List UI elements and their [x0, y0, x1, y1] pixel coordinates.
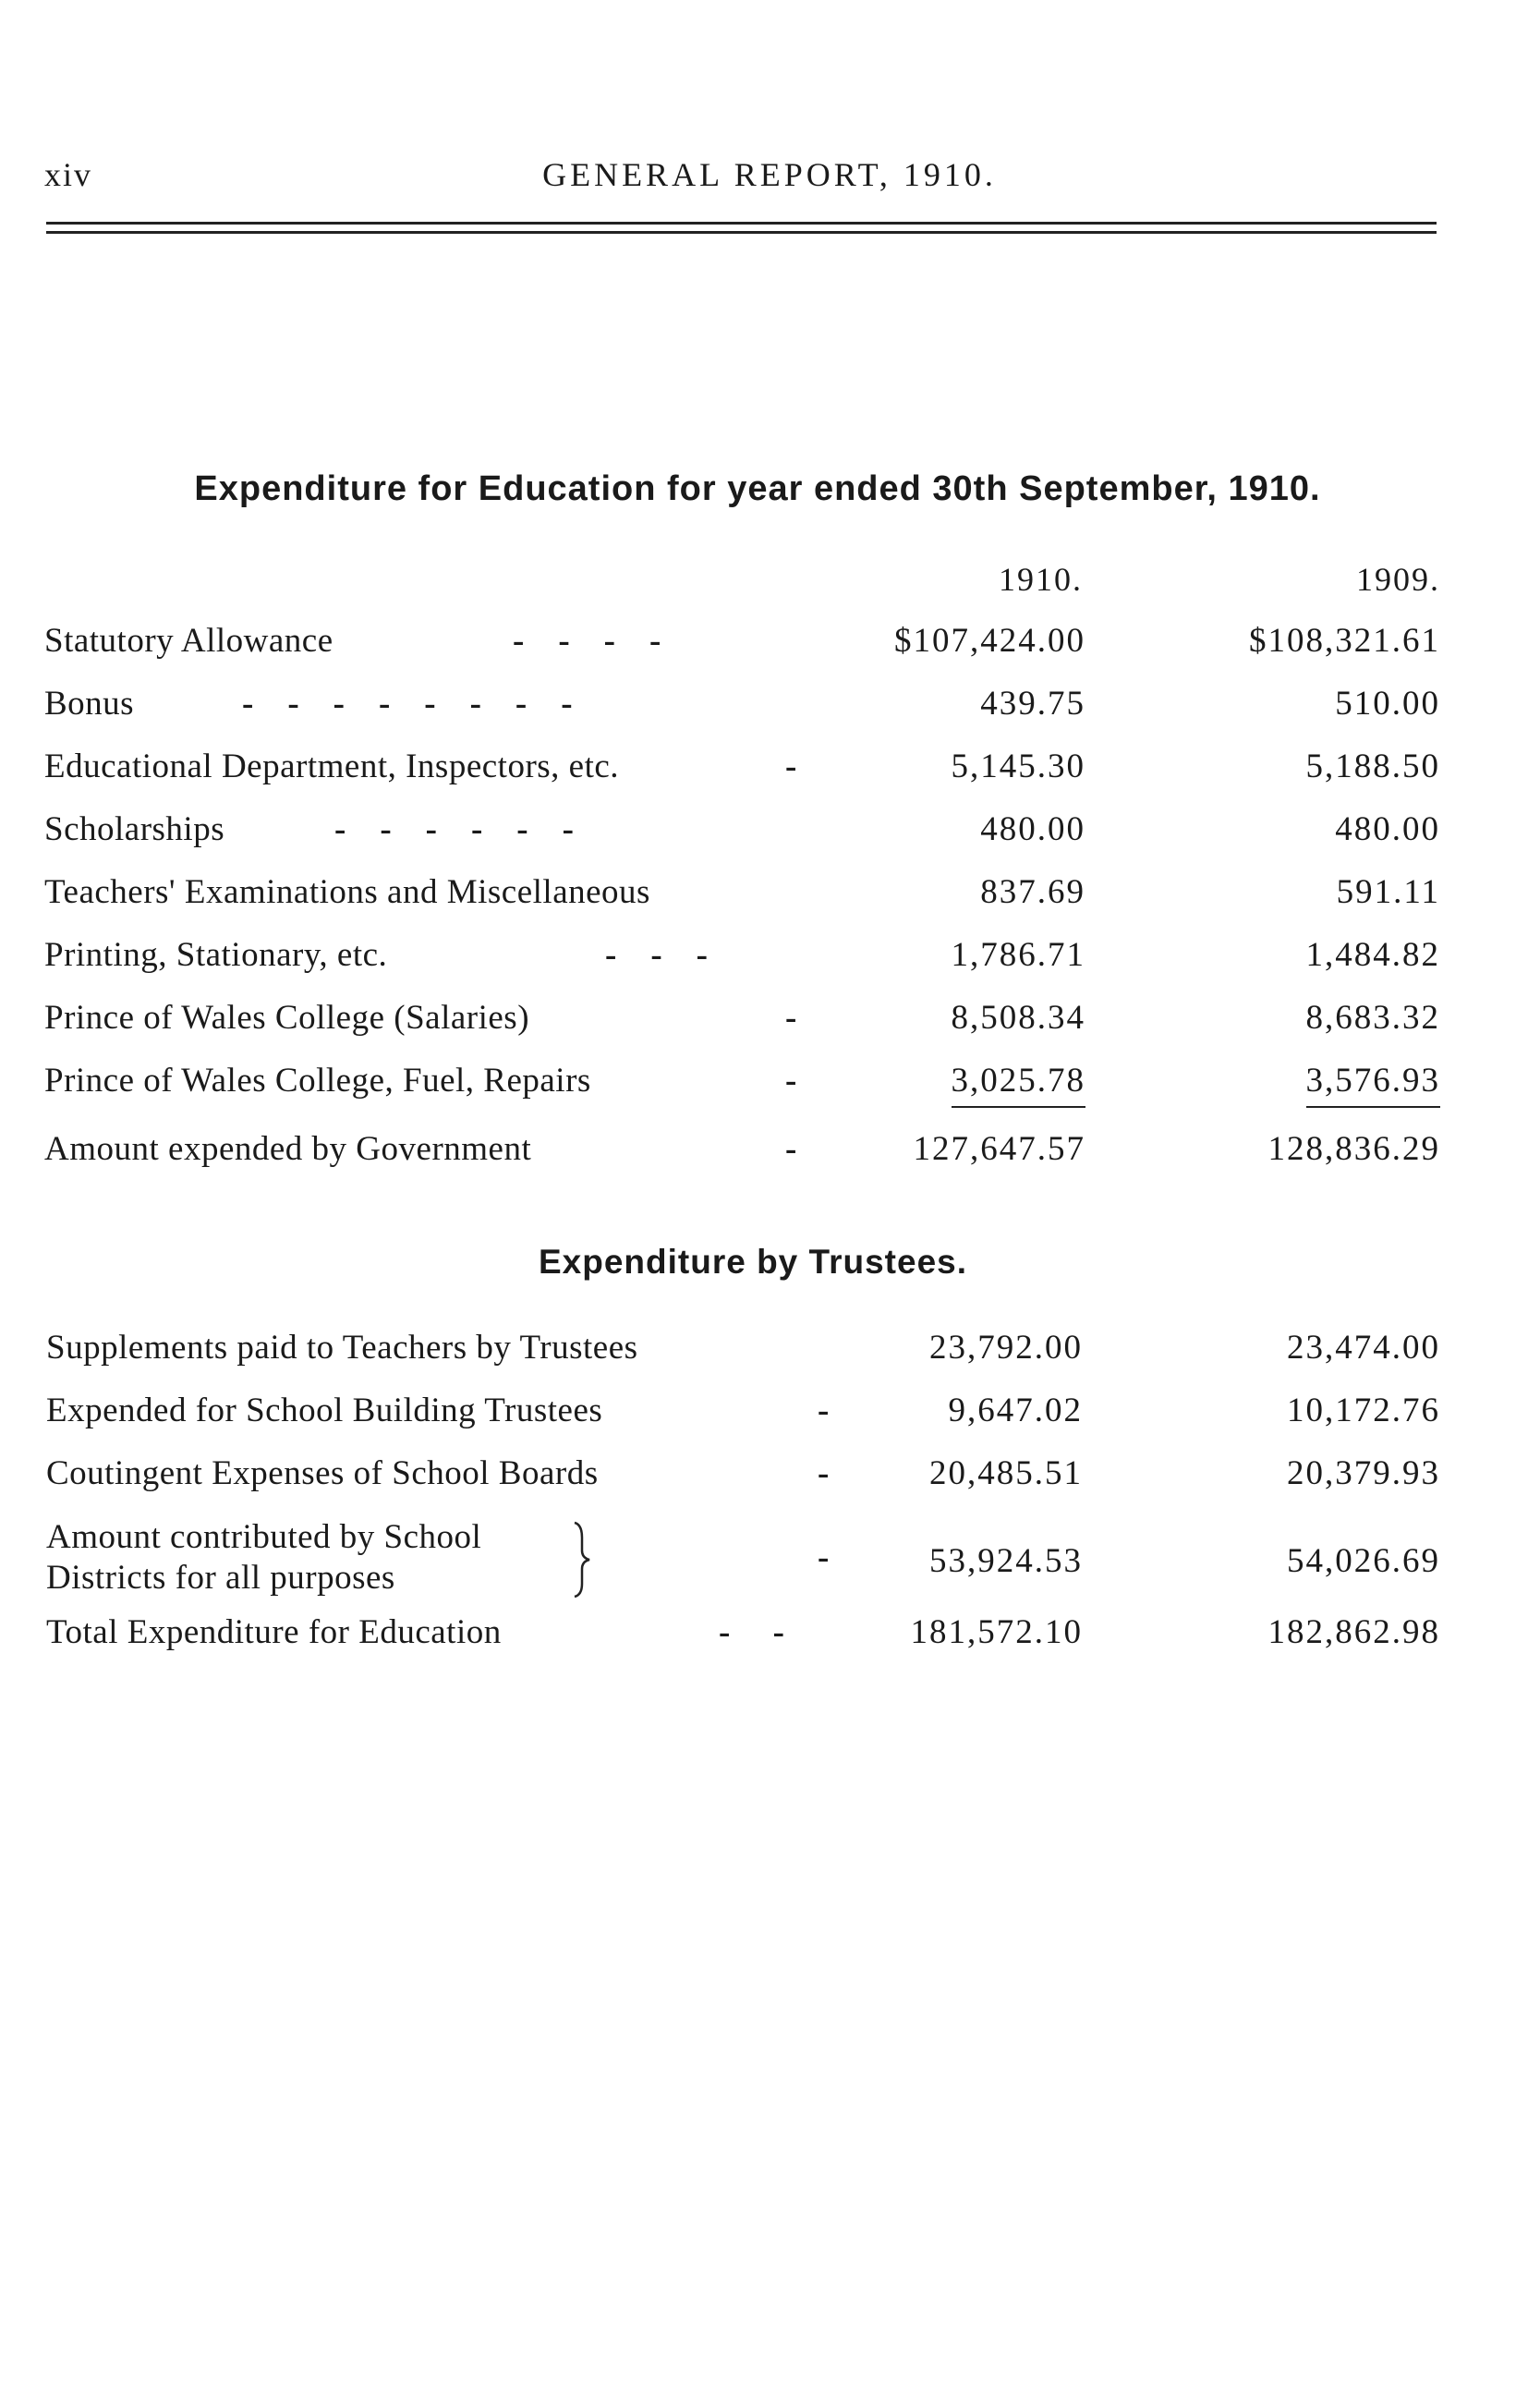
row-label: Supplements paid to Teachers by Trustees: [46, 1329, 638, 1367]
value-1909: 480.00: [1335, 810, 1440, 848]
row-leader: -: [785, 1130, 797, 1168]
value-1909: 1,484.82: [1305, 936, 1440, 974]
value-1910: 5,145.30: [951, 748, 1085, 785]
brace-icon: [569, 1517, 597, 1600]
row-leader: -: [785, 748, 797, 785]
table-row: [0, 809, 1540, 865]
value-1910: 837.69: [980, 873, 1085, 911]
row-leader: -: [785, 1062, 797, 1100]
row-label: Total Expenditure for Education: [46, 1613, 502, 1651]
table-row: [0, 1328, 1540, 1383]
value-1910: 3,025.78: [952, 1061, 1086, 1108]
row-label: Expended for School Building Trustees: [46, 1392, 603, 1429]
value-1909: 20,379.93: [1287, 1454, 1440, 1492]
value-1910: 23,792.00: [929, 1329, 1083, 1367]
table-row: [0, 747, 1540, 802]
table-row: [0, 872, 1540, 928]
table-title: Expenditure for Education for year ended 30th September, 1910.: [194, 469, 1321, 508]
row-leader: - - - -: [513, 622, 661, 660]
value-1910: 439.75: [980, 685, 1085, 723]
row-label-line-2: Districts for all purposes: [46, 1559, 395, 1597]
header-rule-bottom: [46, 231, 1437, 234]
row-leader: - - -: [605, 936, 708, 974]
value-1909: 5,188.50: [1305, 748, 1440, 785]
value-1910: 53,924.53: [929, 1542, 1083, 1580]
value-1910: 20,485.51: [929, 1454, 1083, 1492]
column-heading-1910: 1910.: [999, 561, 1083, 598]
running-title: GENERAL REPORT, 1910.: [542, 156, 997, 193]
value-1909: 128,836.29: [1267, 1130, 1440, 1168]
table-row: [0, 935, 1540, 991]
value-1909: 591.11: [1336, 873, 1440, 911]
row-label-line-1: Amount contributed by School: [46, 1518, 482, 1556]
total-row: [0, 1612, 1540, 1668]
row-label: Printing, Stationary, etc.: [44, 936, 388, 974]
row-label: Scholarships: [44, 810, 225, 848]
value-1910: 9,647.02: [948, 1392, 1083, 1429]
row-leader: - -: [719, 1613, 784, 1651]
row-label: Educational Department, Inspectors, etc.: [44, 748, 620, 785]
row-label: Bonus: [44, 685, 135, 723]
value-1909: 182,862.98: [1267, 1613, 1440, 1651]
table-row: [0, 684, 1540, 739]
value-1910: 1,786.71: [951, 936, 1085, 974]
row-leader: -: [818, 1392, 830, 1429]
table-row: [0, 1517, 1540, 1600]
table-row: [0, 1391, 1540, 1446]
page-header: [44, 155, 1439, 201]
row-label: Teachers' Examinations and Miscellaneous: [44, 873, 650, 911]
value-1910: 480.00: [980, 810, 1085, 848]
column-heading-1909: 1909.: [1356, 561, 1440, 598]
table-row: [0, 998, 1540, 1053]
value-1910: 127,647.57: [913, 1130, 1085, 1168]
value-1909: 54,026.69: [1287, 1542, 1440, 1580]
value-1910: 181,572.10: [910, 1613, 1083, 1651]
row-leader: -: [785, 999, 797, 1037]
value-1909: 10,172.76: [1287, 1392, 1440, 1429]
table-row: [0, 621, 1540, 676]
header-rule-top: [46, 222, 1437, 225]
row-label: Coutingent Expenses of School Boards: [46, 1454, 599, 1492]
value-1909: $108,321.61: [1249, 622, 1440, 660]
table-row: [0, 1061, 1540, 1116]
section-subtitle: Expenditure by Trustees.: [538, 1243, 968, 1281]
value-1910: $107,424.00: [894, 622, 1085, 660]
row-leader: -: [818, 1454, 830, 1492]
row-label: Amount expended by Government: [44, 1130, 532, 1168]
value-1909: 510.00: [1335, 685, 1440, 723]
value-1909: 8,683.32: [1305, 999, 1440, 1037]
subtotal-row: [0, 1129, 1540, 1185]
row-label: Statutory Allowance: [44, 622, 333, 660]
row-label: Prince of Wales College (Salaries): [44, 999, 530, 1037]
table-row: [0, 1453, 1540, 1509]
value-1909: 23,474.00: [1287, 1329, 1440, 1367]
page-number: xiv: [44, 156, 93, 193]
row-leader: - - - - - - - -: [242, 685, 573, 723]
row-label: Prince of Wales College, Fuel, Repairs: [44, 1062, 591, 1100]
value-1909: 3,576.93: [1306, 1061, 1441, 1108]
row-leader: -: [818, 1538, 830, 1576]
row-leader: - - - - - -: [334, 810, 574, 848]
value-1910: 8,508.34: [951, 999, 1085, 1037]
